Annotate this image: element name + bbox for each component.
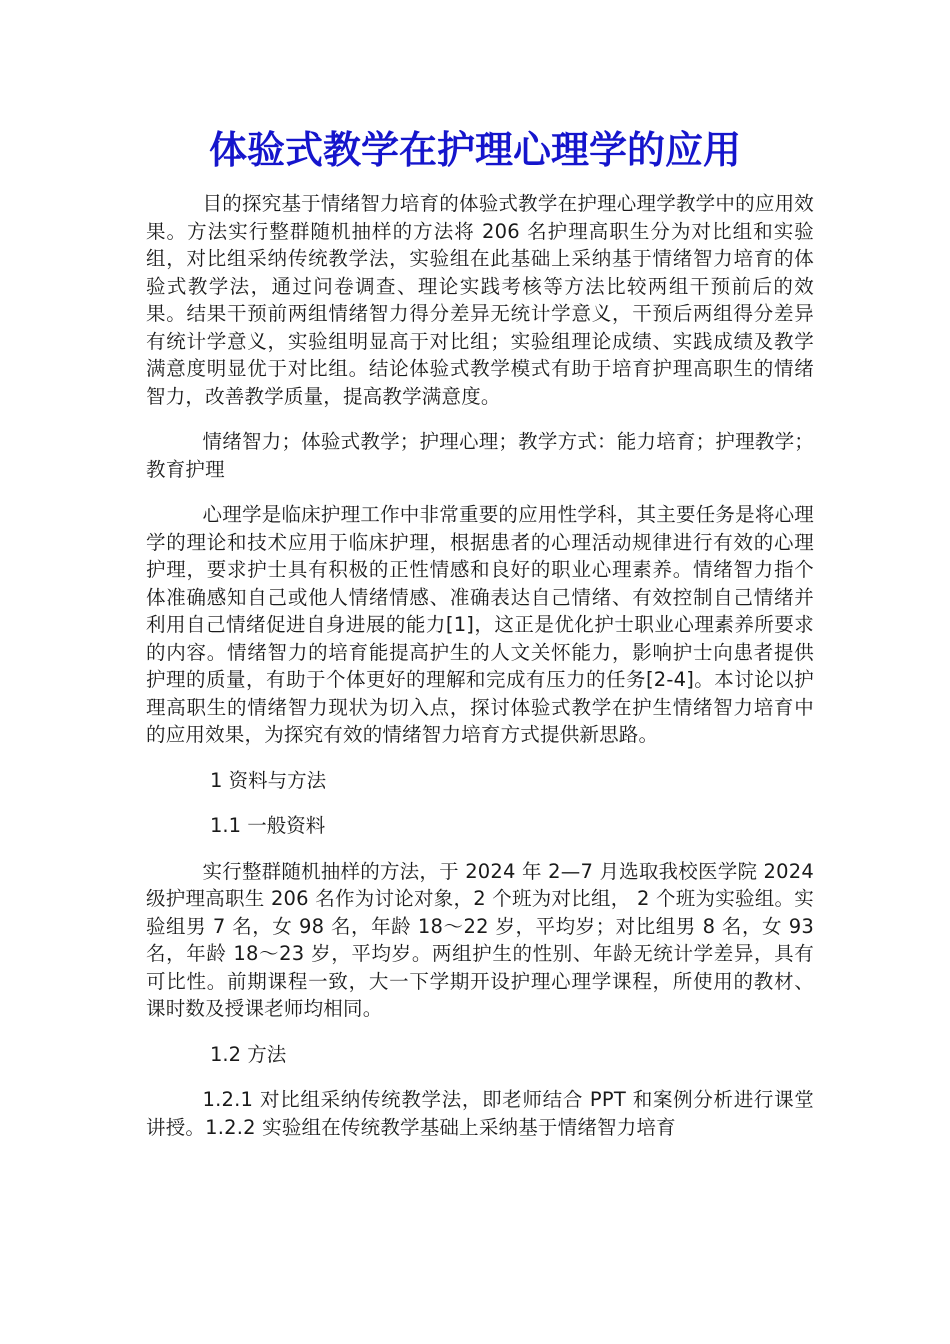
document-title: 体验式教学在护理心理学的应用 (208, 128, 741, 172)
methods-paragraph: 1.2.1 对比组采纳传统教学法，即老师结合 PPT 和案例分析进行课堂讲授。1.2.2 实验组在传统教学基础上采纳基于情绪智力培育 (146, 1088, 814, 1139)
introduction-paragraph: 心理学是临床护理工作中非常重要的应用性学科，其主要任务是将心理学的理论和技术应用于临床护理，根据患者的心理活动规律进行有效的心理护理，要求护士具有积极的正性情感和良好的职业心理素养。情绪智力指个体准确感知自己或他人情绪情感、准确表达自己情绪、有效控制自己情绪并利用自己情绪促进自身进展的能力[1]，这正是优化护士职业心理素养所要求的内容。情绪智力的培育能提高护生的人文关怀能力，影响护士向患者提供护理的质量，有助于个体更好的理解和完成有压力的任务[2-4]。本讨论以护理高职生的情绪智力现状为切入点，探讨体验式教学在护生情绪智力培育中的应用效果，为探究有效的情绪智力培育方式提供新思路。 (146, 503, 814, 746)
keywords-paragraph: 情绪智力；体验式教学；护理心理；教学方式：能力培育；护理教学；教育护理 (146, 430, 814, 481)
section-heading-1: 1 资料与方法 (210, 768, 327, 792)
section-heading-1-2: 1.2 方法 (210, 1042, 287, 1066)
document-body (146, 190, 814, 1141)
section-heading-1-1: 1.1 一般资料 (210, 814, 326, 837)
general-data-paragraph: 实行整群随机抽样的方法，于 2024 年 2—7 月选取我校医学院 2024 级护理高职生 206 名作为讨论对象，2 个班为对比组， 2 个班为实验组。实验组男 7 名，女 98 名，年龄 18～22 岁，平均岁；对比组男 8 名，女 93 名，年龄 18～23 岁，平均岁。两组护生的性别、年龄无统计学差异，具有可比性。前期课程一致，大一下学期开设护理心理学课程，所使用的教材、课时数及授课老师均相同。 (146, 859, 814, 1020)
abstract-paragraph: 目的探究基于情绪智力培育的体验式教学在护理心理学教学中的应用效果。方法实行整群随机抽样的方法将 206 名护理高职生分为对比组和实验组，对比组采纳传统教学法，实验组在此基础上采纳基于情绪智力培育的体验式教学法，通过问卷调查、理论实践考核等方法比较两组干预前后的效果。结果干预前两组情绪智力得分差异无统计学意义，干预后两组得分差异有统计学意义，实验组明显高于对比组；实验组理论成绩、实践成绩及教学满意度明显优于对比组。结论体验式教学模式有助于培育护理高职生的情绪智力，改善教学质量，提高教学满意度。 (146, 192, 814, 408)
